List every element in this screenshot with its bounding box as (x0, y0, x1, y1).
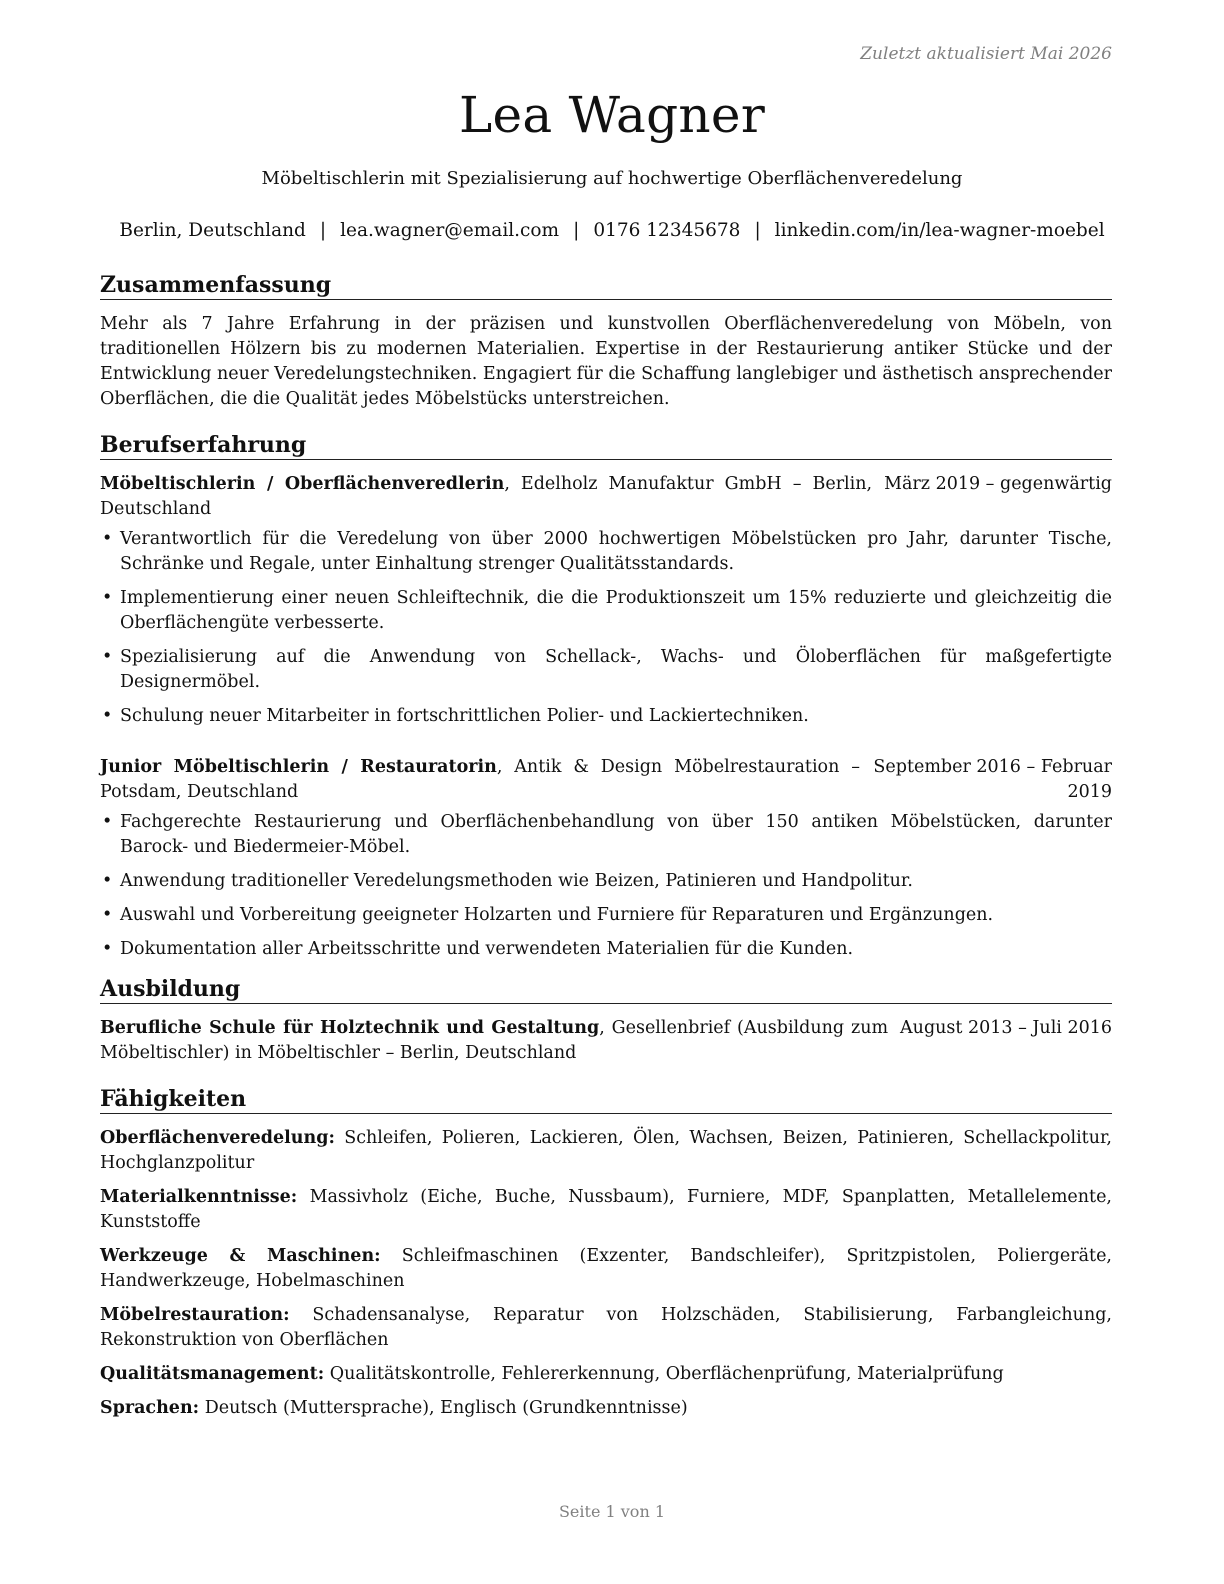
education-title: Ausbildung (100, 976, 1112, 1004)
skill-value: Schleifmaschinen (Exzenter, Bandschleifer), Spritzpistolen, Poliergeräte, Handwerkzeuge, Hobelmaschinen (100, 1246, 1112, 1291)
contact-location: Berlin, Deutschland (119, 220, 306, 241)
job-company: , Edelholz Manufaktur GmbH – Berlin, Deutschland (100, 474, 873, 519)
skill-item (100, 1185, 1112, 1235)
list-item: • Verantwortlich für die Veredelung von über 2000 hochwertigen Möbelstücken pro Jahr, darunter Tische, Schränke und Regale, unter Einhaltung strenger Qualitätsstandards. (100, 527, 1112, 577)
education-line (100, 1016, 900, 1066)
skill-value: Schleifen, Polieren, Lackieren, Ölen, Wachsen, Beizen, Patinieren, Schellackpolitur, Hochglanzpolitur (100, 1128, 1112, 1173)
skill-value: Schadensanalyse, Reparatur von Holzschäden, Stabilisierung, Farbangleichung, Rekonstruktion von Oberflächen (100, 1305, 1112, 1350)
education-school: Berufliche Schule für Holztechnik und Gestaltung (100, 1018, 600, 1038)
job-title-line (100, 755, 872, 805)
skill-value: Massivholz (Eiche, Buche, Nussbaum), Furniere, MDF, Spanplatten, Metallelemente, Kunststoffe (100, 1187, 1112, 1232)
job-entry (100, 755, 1112, 962)
education-detail: , Gesellenbrief (Ausbildung zum Möbeltischler) in Möbeltischler – Berlin, Deutschland (100, 1018, 889, 1063)
skills-title: Fähigkeiten (100, 1086, 1112, 1114)
job-header (100, 755, 1112, 805)
contact-separator: | (319, 220, 327, 241)
education-dates: August 2013 – Juli 2016 (900, 1018, 1112, 1038)
contact-linkedin[interactable]: linkedin.com/in/lea-wagner-moebel (774, 220, 1105, 241)
list-item: • Schulung neuer Mitarbeiter in fortschrittlichen Polier- und Lackiertechniken. (100, 704, 1112, 729)
job-header (100, 472, 1112, 522)
last-updated: Zuletzt aktualisiert Mai 2026 (860, 44, 1112, 64)
list-item: • Implementierung einer neuen Schleiftechnik, die die Produktionszeit um 15% reduzierte und gleichzeitig die Oberflächengüte verbesserte. (100, 586, 1112, 636)
contact-separator: | (573, 220, 580, 241)
skill-value: Deutsch (Muttersprache), Englisch (Grundkenntnisse) (199, 1398, 688, 1418)
resume-content (100, 272, 1112, 1435)
job-entry (100, 472, 1112, 729)
contact-line (0, 220, 1224, 241)
skill-item (100, 1126, 1112, 1176)
contact-phone[interactable]: 0176 12345678 (593, 220, 741, 241)
list-item: • Auswahl und Vorbereitung geeigneter Holzarten und Furniere für Reparaturen und Ergänzungen. (100, 903, 1112, 928)
skill-item (100, 1303, 1112, 1353)
summary-text: Mehr als 7 Jahre Erfahrung in der präzisen und kunstvollen Oberflächenveredelung von Möbeln, von traditionellen Hölzern bis zu modernen Materialien. Expertise in der Restaurierung antiker Stücke und der Entwicklung neuer Veredelungstechniken. Engagiert für die Schaffung langlebiger und ästhetisch ansprechender Oberflächen, die die Qualität jedes Möbelstücks unterstreichen. (100, 314, 1112, 409)
job-role: Junior Möbeltischlerin / Restauratorin (100, 757, 497, 777)
skill-item (100, 1244, 1112, 1294)
skill-label: Qualitätsmanagement: (100, 1364, 325, 1384)
skill-label: Werkzeuge & Maschinen: (100, 1246, 381, 1266)
list-item: • Fachgerechte Restaurierung und Oberflächenbehandlung von über 150 antiken Möbelstücken, darunter Barock- und Biedermeier-Möbel. (100, 810, 1112, 860)
list-item: • Dokumentation aller Arbeitsschritte und verwendeten Materialien für die Kunden. (100, 937, 1112, 962)
skills-list (100, 1126, 1112, 1421)
skill-label: Möbelrestauration: (100, 1305, 290, 1325)
headline: Möbeltischlerin mit Spezialisierung auf hochwertige Oberflächenveredelung (261, 168, 963, 189)
job-dates: September 2016 – Februar 2019 (873, 757, 1112, 802)
contact-separator: | (754, 220, 761, 241)
summary-section (100, 272, 1112, 412)
skill-item (100, 1396, 1112, 1421)
job-dates: März 2019 – gegenwärtig (884, 474, 1112, 494)
skill-label: Oberflächenveredelung: (100, 1128, 335, 1148)
list-item: • Anwendung traditioneller Veredelungsmethoden wie Beizen, Patinieren und Handpolitur. (100, 869, 1112, 894)
experience-section (100, 432, 1112, 962)
job-company: , Antik & Design Möbelrestauration – Potsdam, Deutschland (100, 757, 860, 802)
job-role: Möbeltischlerin / Oberflächenveredlerin (100, 474, 505, 494)
skill-item (100, 1362, 1112, 1387)
skill-value: Qualitätskontrolle, Fehlererkennung, Oberflächenprüfung, Materialprüfung (324, 1364, 1004, 1384)
job-bullets (100, 810, 1112, 962)
candidate-name: Lea Wagner (458, 86, 766, 144)
education-header (100, 1016, 1112, 1066)
contact-email[interactable]: lea.wagner@email.com (340, 220, 560, 241)
skill-label: Materialkenntnisse: (100, 1187, 298, 1207)
education-section (100, 976, 1112, 1066)
page-number: Seite 1 von 1 (558, 1502, 666, 1521)
skill-label: Sprachen: (100, 1398, 200, 1418)
education-entry (100, 1016, 1112, 1066)
summary-title: Zusammenfassung (100, 272, 1112, 300)
job-bullets (100, 527, 1112, 729)
experience-title: Berufserfahrung (100, 432, 1112, 460)
skills-section (100, 1086, 1112, 1421)
list-item: • Spezialisierung auf die Anwendung von Schellack-, Wachs- und Öloberflächen für maßgefertigte Designermöbel. (100, 645, 1112, 695)
job-title-line (100, 472, 884, 522)
